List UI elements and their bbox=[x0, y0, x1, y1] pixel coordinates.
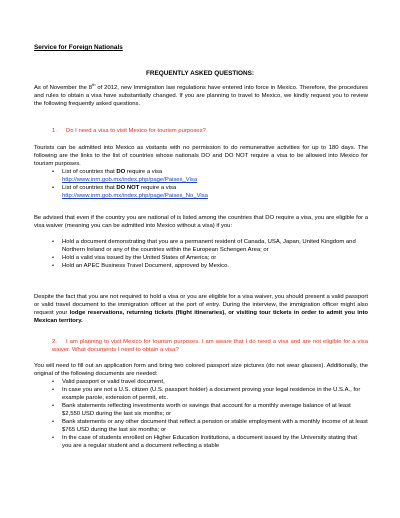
question-2-number: 2. bbox=[52, 339, 57, 345]
list-item: • Hold a document demonstrating that you are a permanent resident of Canada, USA, Japan, United Kingdom and Northern Ireland or any of the countries within the European Schengen Area; or bbox=[52, 238, 368, 254]
question-2 bbox=[52, 338, 368, 354]
advise-paragraph: Be advised that even if the country you are national of is listed among the countries that DO require a visa, you are eligible for a visa waiver (meaning you can be admitted into Mexico without a visa) if you: bbox=[34, 215, 368, 229]
waiver-list bbox=[52, 238, 368, 270]
no-visa-countries-link[interactable]: http://www.inm.gob.mx/index.php/page/Paises_No_Visa bbox=[62, 193, 208, 199]
list-item: • Valid passport or valid travel document, bbox=[52, 378, 368, 386]
question-2-text: I am planning to visit Mexico for tourism purposes. I am aware that I do need a visa and are not eligible for a visa waiver. What documents I need to obtain a visa? bbox=[52, 339, 368, 353]
list-item: • List of countries that DO require a visa http://www.inm.gob.mx/index.php/page/Paises_Visa bbox=[52, 168, 368, 184]
list-item: • Bank statements or any other document that reflect a pension or stable employment with a monthly income of at least $765 USD during the last six months; or bbox=[52, 418, 368, 434]
intro-text-rest: of 2012, new Immigration law regulations have entered into force in Mexico. Therefore, the procedures and rules to obtain a visa have substantially changed. If you are planning to travel to Mexico, we kindly request you to review the following frequently asked questions. bbox=[34, 85, 368, 107]
question-1 bbox=[52, 127, 368, 135]
tourists-paragraph: Tourists can be admitted into Mexico as visitants with no permission to do remunerative activities for up to 180 days. The following are the links to the list of countries whose nationals DO and DO NOT require a visa to be allowed into Mexico for tourism purposes. bbox=[34, 145, 368, 167]
list-item: • List of countries that DO NOT require a visa http://www.inm.gob.mx/index.php/page/Paises_No_Visa bbox=[52, 184, 368, 200]
intro-text-start: As of November the 8 bbox=[34, 85, 93, 91]
list-item: • Bank statements reflecting investments worth or savings that account for a monthly average balance of at least $2,550 USD during the last six months; or bbox=[52, 402, 368, 418]
list-item: • Hold an APEC Business Travel Document, approved by Mexico. bbox=[52, 262, 368, 270]
page-title: Service for Foreign Nationals bbox=[34, 44, 123, 51]
fill-paragraph: You will need to fill out an application form and bring two colored passport size pictures (do not wear glasses). Additionally, the original of the following documents are needed: bbox=[34, 363, 368, 377]
list-item: • In case you are not a U.S. citizen (U.S. passport holder) a document proving your legal residence in the U.S.A., for example parole, extension of permit, etc. bbox=[52, 386, 368, 402]
list-item: • In the case of students enrolled on Higher Education Institutions, a document issued by the University stating that you are a regular student and a document reflecting a stable bbox=[52, 434, 368, 450]
faq-heading: FREQUENTLY ASKED QUESTIONS: bbox=[145, 70, 255, 77]
despite-paragraph: Despite the fact that you are not required to hold a visa or you are eligible for a visa waiver, you should present a valid passport or valid travel document to the immigration officer at the port of entry. During the interview, the immigration officer might also request your lodge reservations, returning tickets (flight itineraries), or visiting tour tickets in order to admit you into Mexican territory. bbox=[34, 294, 369, 324]
question-1-text: Do I need a visa to visit Mexico for tourism purposes? bbox=[66, 128, 206, 134]
documents-list bbox=[52, 378, 368, 450]
intro-paragraph bbox=[34, 84, 368, 108]
visa-countries-link[interactable]: http://www.inm.gob.mx/index.php/page/Paises_Visa bbox=[62, 177, 198, 183]
list-item: • Hold a valid visa issued by the United States of America; or bbox=[52, 254, 368, 262]
question-1-number: 1. bbox=[52, 128, 57, 134]
intro-superscript: th bbox=[92, 82, 96, 88]
visa-links-list bbox=[52, 168, 368, 200]
